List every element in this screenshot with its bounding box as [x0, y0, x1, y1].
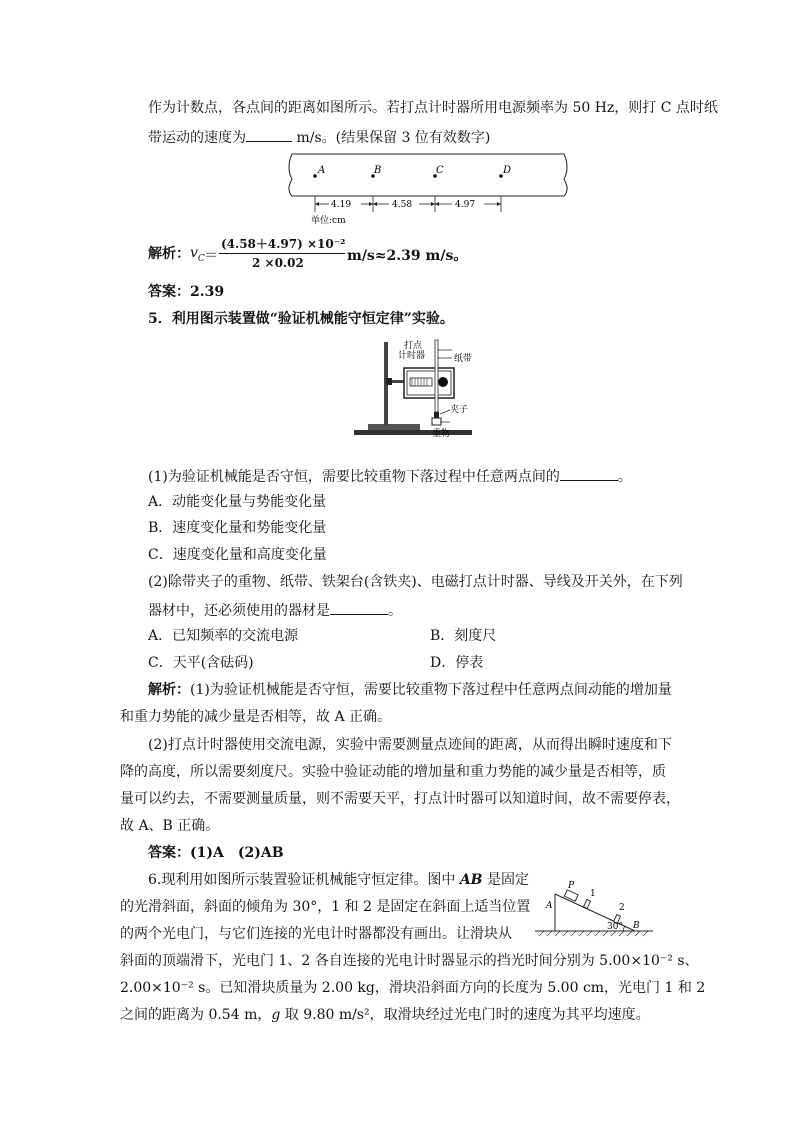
q4-solution-var-text: v [190, 245, 198, 261]
label-weight: 重物 [432, 429, 451, 439]
q5-solution-line-1 [148, 681, 672, 699]
incline-label-angle: 30° [607, 922, 623, 932]
q4-line-2-suffix: m/s。(结果保留 3 位有效数字) [292, 130, 491, 146]
q5-sub2-option-d: D．停表 [430, 655, 484, 671]
tape-figure [284, 152, 584, 230]
q4-answer-label: 答案： [148, 284, 190, 300]
q4-line-2 [148, 127, 490, 147]
q4-solution-var [190, 245, 205, 264]
q5-sub2-text: 器材中，还必须使用的器材是 [148, 603, 330, 619]
apparatus-figure [352, 338, 482, 443]
label-timer-2: 计时器 [398, 351, 426, 361]
tape-label-c: C [436, 165, 444, 176]
q5-solution-line-4: 降的高度，所以需要刻度尺。实验中验证动能的增加量和重力势能的减少量是否相等，质 [120, 764, 666, 780]
q5-sub2-option-b: B．刻度尺 [430, 628, 497, 644]
q6-line-6-pre: 之间的距离为 0.54 m， [120, 1007, 272, 1023]
tape-unit: 单位:cm [311, 216, 346, 226]
q6-line-2: 的光滑斜面，斜面的倾角为 30°，1 和 2 是固定在斜面上适当位置 [120, 899, 531, 915]
q6-line-6 [120, 1006, 650, 1024]
tape-dot-a [313, 174, 317, 178]
q5-solution-line-6: 故 A、B 正确。 [120, 818, 220, 834]
q6-line-1-post: 是固定 [482, 872, 529, 888]
tape-label-d: D [503, 165, 512, 176]
q5-sub2-line-1: (2)除带夹子的重物、纸带、铁架台(含铁夹)、电磁打点计时器、导线及开关外，在下列 [148, 574, 683, 590]
q6-line-3: 的两个光电门，与它们连接的光电计时器都没有画出。让滑块从 [120, 926, 512, 942]
q4-line-2-prefix: 带运动的速度为 [148, 130, 246, 146]
q5-sub2-blank [330, 600, 388, 615]
q6-line-6-post: 取 9.80 m/s²，取滑块经过光电门时的速度为其平均速度。 [280, 1007, 650, 1023]
q4-line-1: 作为计数点，各点间的距离如图所示。若打点计时器所用电源频率为 50 Hz，则打 C 点时纸 [148, 100, 718, 116]
q4-answer [148, 283, 224, 301]
q4-solution-denominator: 2 ×0.02 [252, 256, 304, 270]
q5-sub1-option-b: B．速度变化量和势能变化量 [148, 520, 327, 536]
q5-sub2-end: 。 [388, 603, 402, 619]
q6-line-1-ab: AB [459, 872, 483, 888]
q4-answer-blank [246, 127, 292, 142]
fraction-bar [219, 253, 345, 254]
q6-line-1-pre: 6.现利用如图所示装置验证机械能守恒定律。图中 [148, 872, 460, 888]
q5-solution-label: 解析： [148, 682, 190, 698]
q5-solution-text-1: (1)为验证机械能是否守恒，需要比较重物下落过程中任意两点间动能的增加量 [190, 682, 672, 698]
q5-answer-label: 答案： [148, 845, 190, 861]
q5-solution-line-2: 和重力势能的减少量是否相等，故 A 正确。 [120, 709, 392, 725]
q5-solution-line-5: 量可以约去，不需要测量质量，则不需要天平，打点计时器可以知道时间，故不需要停表， [120, 791, 680, 807]
incline-label-gate-2: 2 [619, 903, 625, 913]
q5-sub1 [148, 466, 632, 486]
label-clip: 夹子 [450, 405, 469, 415]
q5-sub1-option-c: C．速度变化量和高度变化量 [148, 547, 327, 563]
q5-sub2-line-2 [148, 600, 402, 620]
tape-label-b: B [374, 165, 382, 176]
q4-solution-label: 解析： [148, 246, 190, 262]
q4-solution-tail: m/s≈2.39 m/s。 [347, 248, 468, 264]
q4-solution-numerator: (4.58＋4.97) ×10⁻² [221, 237, 346, 251]
q6-line-6-g: g [271, 1007, 281, 1023]
tape-distance-cd: 4.97 [455, 200, 476, 210]
tape-distance-bc: 4.58 [392, 200, 413, 210]
incline-label-a: A [546, 901, 553, 911]
q4-solution-eq: ＝ [204, 248, 218, 264]
incline-label-gate-1: 1 [590, 889, 596, 899]
q5-sub1-end: 。 [617, 469, 632, 485]
q6-line-1 [148, 871, 529, 889]
q5-sub1-text: (1)为验证机械能是否守恒，需要比较重物下落过程中任意两点间的 [148, 469, 560, 485]
q4-answer-value: 2.39 [190, 284, 225, 300]
incline-label-p: P [568, 881, 575, 891]
q5-sub2-option-a: A．已知频率的交流电源 [148, 628, 299, 644]
q6-line-5: 2.00×10⁻² s。已知滑块质量为 2.00 kg，滑块沿斜面方向的长度为 5.00 cm，光电门 1 和 2 [120, 980, 706, 996]
q5-answer-value: (1)A (2)AB [190, 845, 284, 861]
q5-title: 5．利用图示装置做“验证机械能守恒定律”实验。 [148, 311, 454, 327]
tape-label-a: A [318, 165, 326, 176]
incline-label-b: B [633, 921, 640, 931]
label-tape: 纸带 [454, 354, 473, 364]
label-timer-1: 打点 [404, 341, 423, 351]
q4-solution-var-sub: C [197, 253, 205, 264]
q5-sub1-option-a: A．动能变化量与势能变化量 [148, 494, 327, 510]
q5-answer [148, 844, 284, 862]
tape-distance-ab: 4.19 [331, 200, 352, 210]
incline-figure [535, 878, 655, 940]
q6-line-4: 斜面的顶端滑下，光电门 1、2 各自连接的光电计时器显示的挡光时间分别为 5.00×10⁻² s、 [120, 953, 699, 969]
q5-solution-line-3: (2)打点计时器使用交流电源，实验中需要测量点迹间的距离，从而得出瞬时速度和下 [148, 737, 672, 753]
q5-sub2-option-c: C．天平(含砝码) [148, 655, 254, 671]
q5-sub1-blank [560, 466, 618, 481]
